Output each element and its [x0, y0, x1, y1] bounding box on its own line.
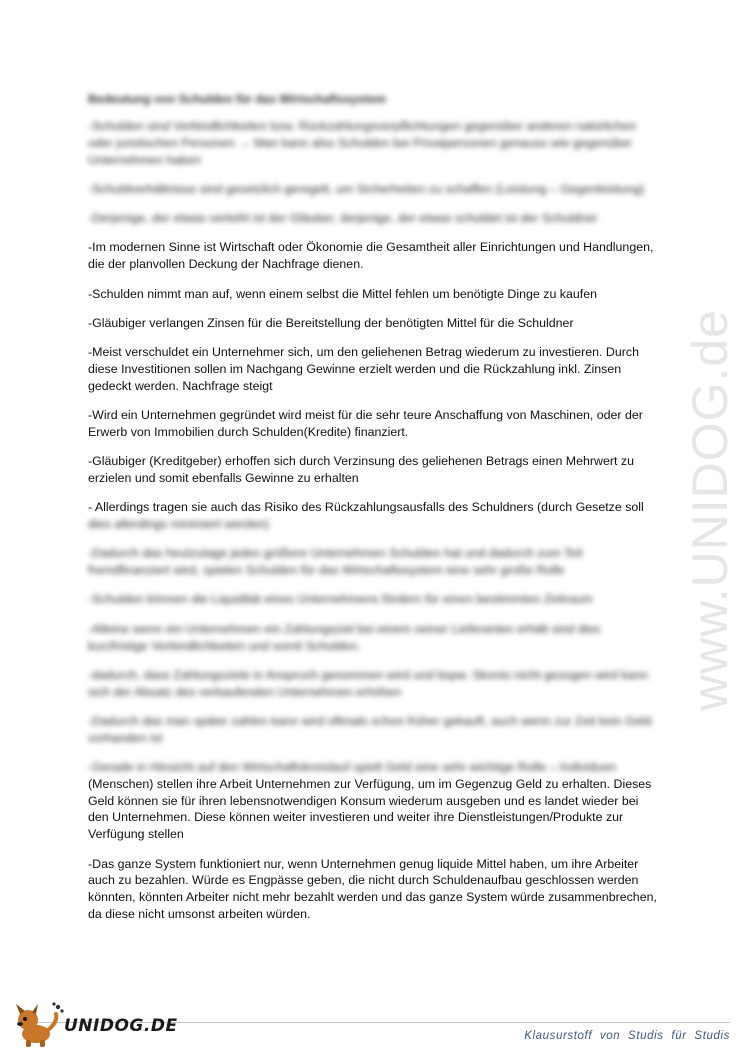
paragraph: -dadurch, dass Zahlungsziele in Anspruch genommen wird und bspw. Skonto nicht gezogen wird kann sich der Absatz des verkaufenden Unternehmen erhöhen — [88, 667, 648, 699]
paragraph: -Dadurch das heutzutage jedes größere Unternehmen Schulden hat und dadurch zum Teil fremdfinanziert wird, spielen Schulden für das Wirtschaftssystem eine sehr große Rolle — [88, 546, 583, 578]
paragraph: -Dadurch das man später zahlen kann wird oftmals schon früher gekauft, auch wenn zur Zeit kein Geld vorhanden ist — [88, 713, 652, 745]
watermark — [650, 280, 750, 740]
paragraph-split — [88, 759, 658, 843]
paragraph-blurred-part: -Gerade in Hinsicht auf den Wirtschaftskreislauf spielt Geld eine sehr wichtige Rolle – Individuen — [88, 760, 617, 775]
paragraph: -Meist verschuldet ein Unternehmer sich, um den geliehenen Betrag wiederum zu investieren. Durch diese Investitionen sollen im Nachgang Gewinne erzielt werden und die Rückzahlung inkl. Zinsen gedeckt werden. Nachfrage steigt — [88, 345, 639, 393]
paragraph: -Alleine wenn ein Unternehmen ein Zahlungsziel bei einem seiner Lieferanten erhält sind dies kurzfristige Verbindlichkeiten und somit Schulden. — [88, 621, 601, 653]
paragraph: -Wird ein Unternehmen gegründet wird meist für die sehr teure Anschaffung von Maschinen, oder der Erwerb von Immobilien durch Schulden(Kredite) finanziert. — [88, 408, 643, 439]
dog-mascot-icon — [12, 1000, 64, 1048]
paragraph-split — [88, 499, 658, 533]
paragraph: -Schuldverhältnisse sind gesetzlich geregelt, um Sicherheiten zu schaffen (Leistung – Gegenleistung) — [88, 181, 645, 196]
paragraph: -Schulden können die Liquidität eines Unternehmens fördern für einen bestimmten Zeitraum — [88, 592, 593, 607]
footer-slogan: Klausurstoff von Studis für Studis — [524, 1030, 730, 1042]
document-title: Bedeutung von Schulden für das Wirtschaftssystem — [88, 92, 386, 106]
unidog-logo — [12, 1000, 178, 1050]
paragraph: -Gläubiger verlangen Zinsen für die Bereitstellung der benötigten Mittel für die Schuldner — [88, 315, 574, 330]
paragraph: -Das ganze System funktioniert nur, wenn Unternehmen genug liquide Mittel haben, um ihre Arbeiter auch zu bezahlen. Würde es Engpässe geben, die nicht durch Schuldenaufbau geschlossen werden könnten, könnten Arbeiter nicht mehr bezahlt werden und das ganze System würde zusammenbrechen, da diese nicht umsonst arbeiten würden. — [88, 856, 657, 921]
paragraph-visible-part: - Allerdings tragen sie auch das Risiko des Rückzahlungsausfalls des Schuldners (durch Gesetze soll — [88, 500, 644, 515]
paragraph: -Im modernen Sinne ist Wirtschaft oder Ökonomie die Gesamtheit aller Einrichtungen und Handlungen, die der planvollen Deckung der Nachfrage dienen. — [88, 240, 654, 272]
paragraph: -Schulden nimmt man auf, wenn einem selbst die Mittel fehlen um benötigte Dinge zu kaufen — [88, 286, 597, 301]
paragraph-visible-part: (Menschen) stellen ihre Arbeit Unternehmen zur Verfügung, um im Gegenzug Geld zu erhalten. Dieses Geld können sie für ihren lebensnotwendigen Konsum wiederum ausgeben und es landet wieder bei den Unternehmen. Diese können weiter investieren und weiter ihre Dienstleistungen/Produkte zur Verfügung stellen — [88, 776, 652, 842]
paragraph: -Derjenige, der etwas verleiht ist der Gläuber, derjenige, der etwas schuldet ist der Schuldner — [88, 211, 598, 226]
paragraph: -Schulden sind Verbindlichkeiten bzw. Rückzahlungsverpflichtungen gegenüber anderen natürlichen oder juristischen Personen → Man kann also Schulden bei Privatpersonen genauso wie gegenüber Unternehmen haben — [88, 119, 637, 167]
paragraph: -Gläubiger (Kreditgeber) erhoffen sich durch Verzinsung des geliehenen Betrags einen Mehrwert zu erzielen und somit ebenfalls Gewinne zu erhalten — [88, 454, 634, 485]
document-body — [88, 92, 658, 935]
paragraph-blurred-part: dies allerdings minimiert werden) — [88, 517, 270, 532]
watermark-text: www.UNIDOG.de — [682, 309, 738, 711]
logo-text: UNIDOG.DE — [64, 1016, 178, 1036]
